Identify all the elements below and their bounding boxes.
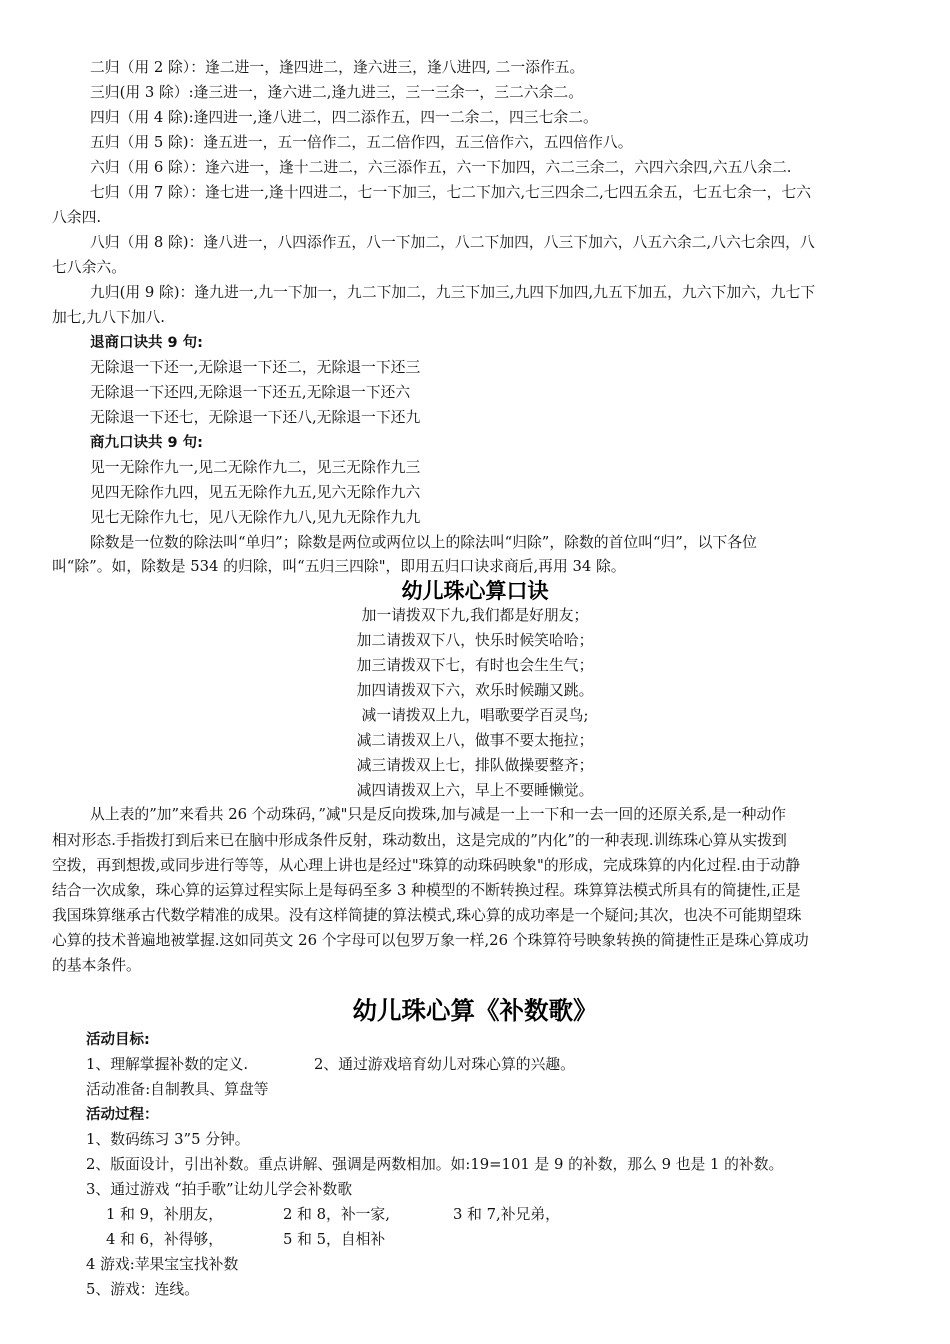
prep-line: 活动准备:自制教具、算盘等 <box>86 1081 269 1098</box>
analysis-line: 相对形态.手指拨打到后来已在脑中形成条件反射，珠动数出，这是完成的”内化”的一种表现.训练珠心算从实拨到 <box>52 832 787 849</box>
rule-ba-gui-cont: 七八余六。 <box>52 259 126 276</box>
chant-item: 2 和 8，补一家, <box>283 1206 390 1223</box>
rule-qi-gui: 七归（用 7 除）：逢七进一,逢十四进二，七一下加三，七二下加六,七三四余二,七四五余五，七五七余一，七六 <box>90 184 811 201</box>
chant-item: 4 和 6，补得够， <box>106 1231 224 1248</box>
rule-er-gui: 二归（用 2 除）：逢二进一，逢四进二，逢六进三，逢八进四, 二一添作五。 <box>90 59 585 76</box>
shangjiu-line: 见四无除作九四，见五无除作九五,见六无除作九六 <box>90 484 421 501</box>
analysis-line: 结合一次成象，珠心算的运算过程实际上是每码至多 3 种模型的不断转换过程。珠算算法模式所具有的简捷性,正是 <box>52 882 801 899</box>
song-line: 减四请拨双上六，早上不要睡懒觉。 <box>356 782 594 799</box>
tuishang-line: 无除退一下还七，无除退一下还八,无除退一下还九 <box>90 409 421 426</box>
analysis-line: 的基本条件。 <box>52 957 141 974</box>
song-line: 减三请拨双上七，排队做操要整齐； <box>356 757 594 774</box>
song-line: 减一请拨双上九，唱歌要学百灵鸟; <box>361 707 589 724</box>
analysis-line: 空拨，再到想拨,或同步进行等等，从心理上讲也是经过"珠算的动珠码映象"的形成，完成珠算的内化过程.由于动静 <box>52 857 801 874</box>
rule-ba-gui: 八归（用 8 除)：逢八进一，八四添作五，八一下加二，八二下加四，八三下加六，八五六余二,八六七余四，八 <box>90 234 815 251</box>
shangjiu-heading: 商九口诀共 9 句: <box>90 435 203 451</box>
shangjiu-line: 见一无除作九一,见二无除作九二，见三无除作九三 <box>90 459 421 476</box>
chant-item: 3 和 7,补兄弟， <box>453 1206 560 1223</box>
analysis-line: 心算的技术普遍地被掌握.这如同英文 26 个字母可以包罗万象一样,26 个珠算符号映象转换的简捷性正是珠心算成功 <box>52 932 809 949</box>
tuishang-line: 无除退一下还四,无除退一下还五,无除退一下还六 <box>90 384 411 401</box>
song-line: 减二请拨双上八，做事不要太拖拉； <box>356 732 594 749</box>
lesson-title: 幼儿珠心算《补数歌》 <box>352 996 598 1025</box>
rule-san-gui: 三归(用 3 除）:逢三进一，逢六进二,逢九进三，三一三余一，三二六余二。 <box>90 84 583 101</box>
tuishang-line: 无除退一下还一,无除退一下还二，无除退一下还三 <box>90 359 421 376</box>
goal-heading: 活动目标: <box>86 1032 150 1048</box>
step-line: 5、游戏：连线。 <box>86 1281 199 1298</box>
song-line: 加三请拨双下七，有时也会生生气； <box>356 657 594 674</box>
rule-qi-gui-cont: 八余四. <box>52 209 102 226</box>
goal-1: 1、理解掌握补数的定义. <box>86 1056 249 1073</box>
explanation-line: 叫“除”。如，除数是 534 的归除，叫“五归三四除"，即用五归口诀求商后,再用 34 除。 <box>52 558 626 575</box>
step-line: 1、数码练习 3”5 分钟。 <box>86 1131 250 1148</box>
goal-2: 2、通过游戏培育幼儿对珠心算的兴趣。 <box>314 1056 575 1073</box>
song-line: 加四请拨双下六，欢乐时候蹦又跳。 <box>356 682 594 699</box>
rule-jiu-gui-cont: 加七,九八下加八. <box>52 309 165 326</box>
song-line: 加二请拨双下八，快乐时候笑哈哈； <box>356 632 594 649</box>
step-line: 2、版面设计，引出补数。重点讲解、强调是两数相加。如:19=101 是 9 的补数，那么 9 也是 1 的补数。 <box>86 1156 784 1173</box>
analysis-line: 我国珠算继承古代数学精准的成果。没有这样简捷的算法模式,珠心算的成功率是一个疑问;其次，也决不可能期望珠 <box>52 907 802 924</box>
chant-item: 1 和 9，补朋友， <box>106 1206 224 1223</box>
rule-jiu-gui: 九归(用 9 除)：逢九进一,九一下加一，九二下加二，九三下加三,九四下加四,九五下加五，九六下加六，九七下 <box>90 284 816 301</box>
analysis-line: 从上表的”加”来看共 26 个动珠码，”减"只是反向拨珠,加与减是一上一下和一去一回的还原关系,是一种动作 <box>90 806 787 823</box>
step-line: 4 游戏:苹果宝宝找补数 <box>86 1256 239 1273</box>
rule-si-gui: 四归（用 4 除):逢四进一,逢八进二，四二添作五，四一二余二，四三七余二。 <box>90 109 598 126</box>
song-line: 加一请拨双下九,我们都是好朋友； <box>361 607 589 624</box>
explanation-line: 除数是一位数的除法叫“单归”；除数是两位或两位以上的除法叫“归除”，除数的首位叫“归”，以下各位 <box>90 534 757 551</box>
rule-liu-gui: 六归（用 6 除）：逢六进一，逢十二进二，六三添作五，六一下加四，六二三余二，六四六余四,六五八余二. <box>90 159 792 176</box>
shangjiu-line: 见七无除作九七，见八无除作九八,见九无除作九九 <box>90 509 421 526</box>
rule-wu-gui: 五归（用 5 除)：逢五进一，五一倍作二，五二倍作四，五三倍作六，五四倍作八。 <box>90 134 633 151</box>
step-line: 3、通过游戏 “拍手歌”让幼儿学会补数歌 <box>86 1181 352 1198</box>
chant-item: 5 和 5，自相补 <box>283 1231 386 1248</box>
tuishang-heading: 退商口诀共 9 句: <box>90 335 203 351</box>
song-title: 幼儿珠心算口诀 <box>401 579 549 603</box>
process-heading: 活动过程： <box>86 1107 159 1123</box>
